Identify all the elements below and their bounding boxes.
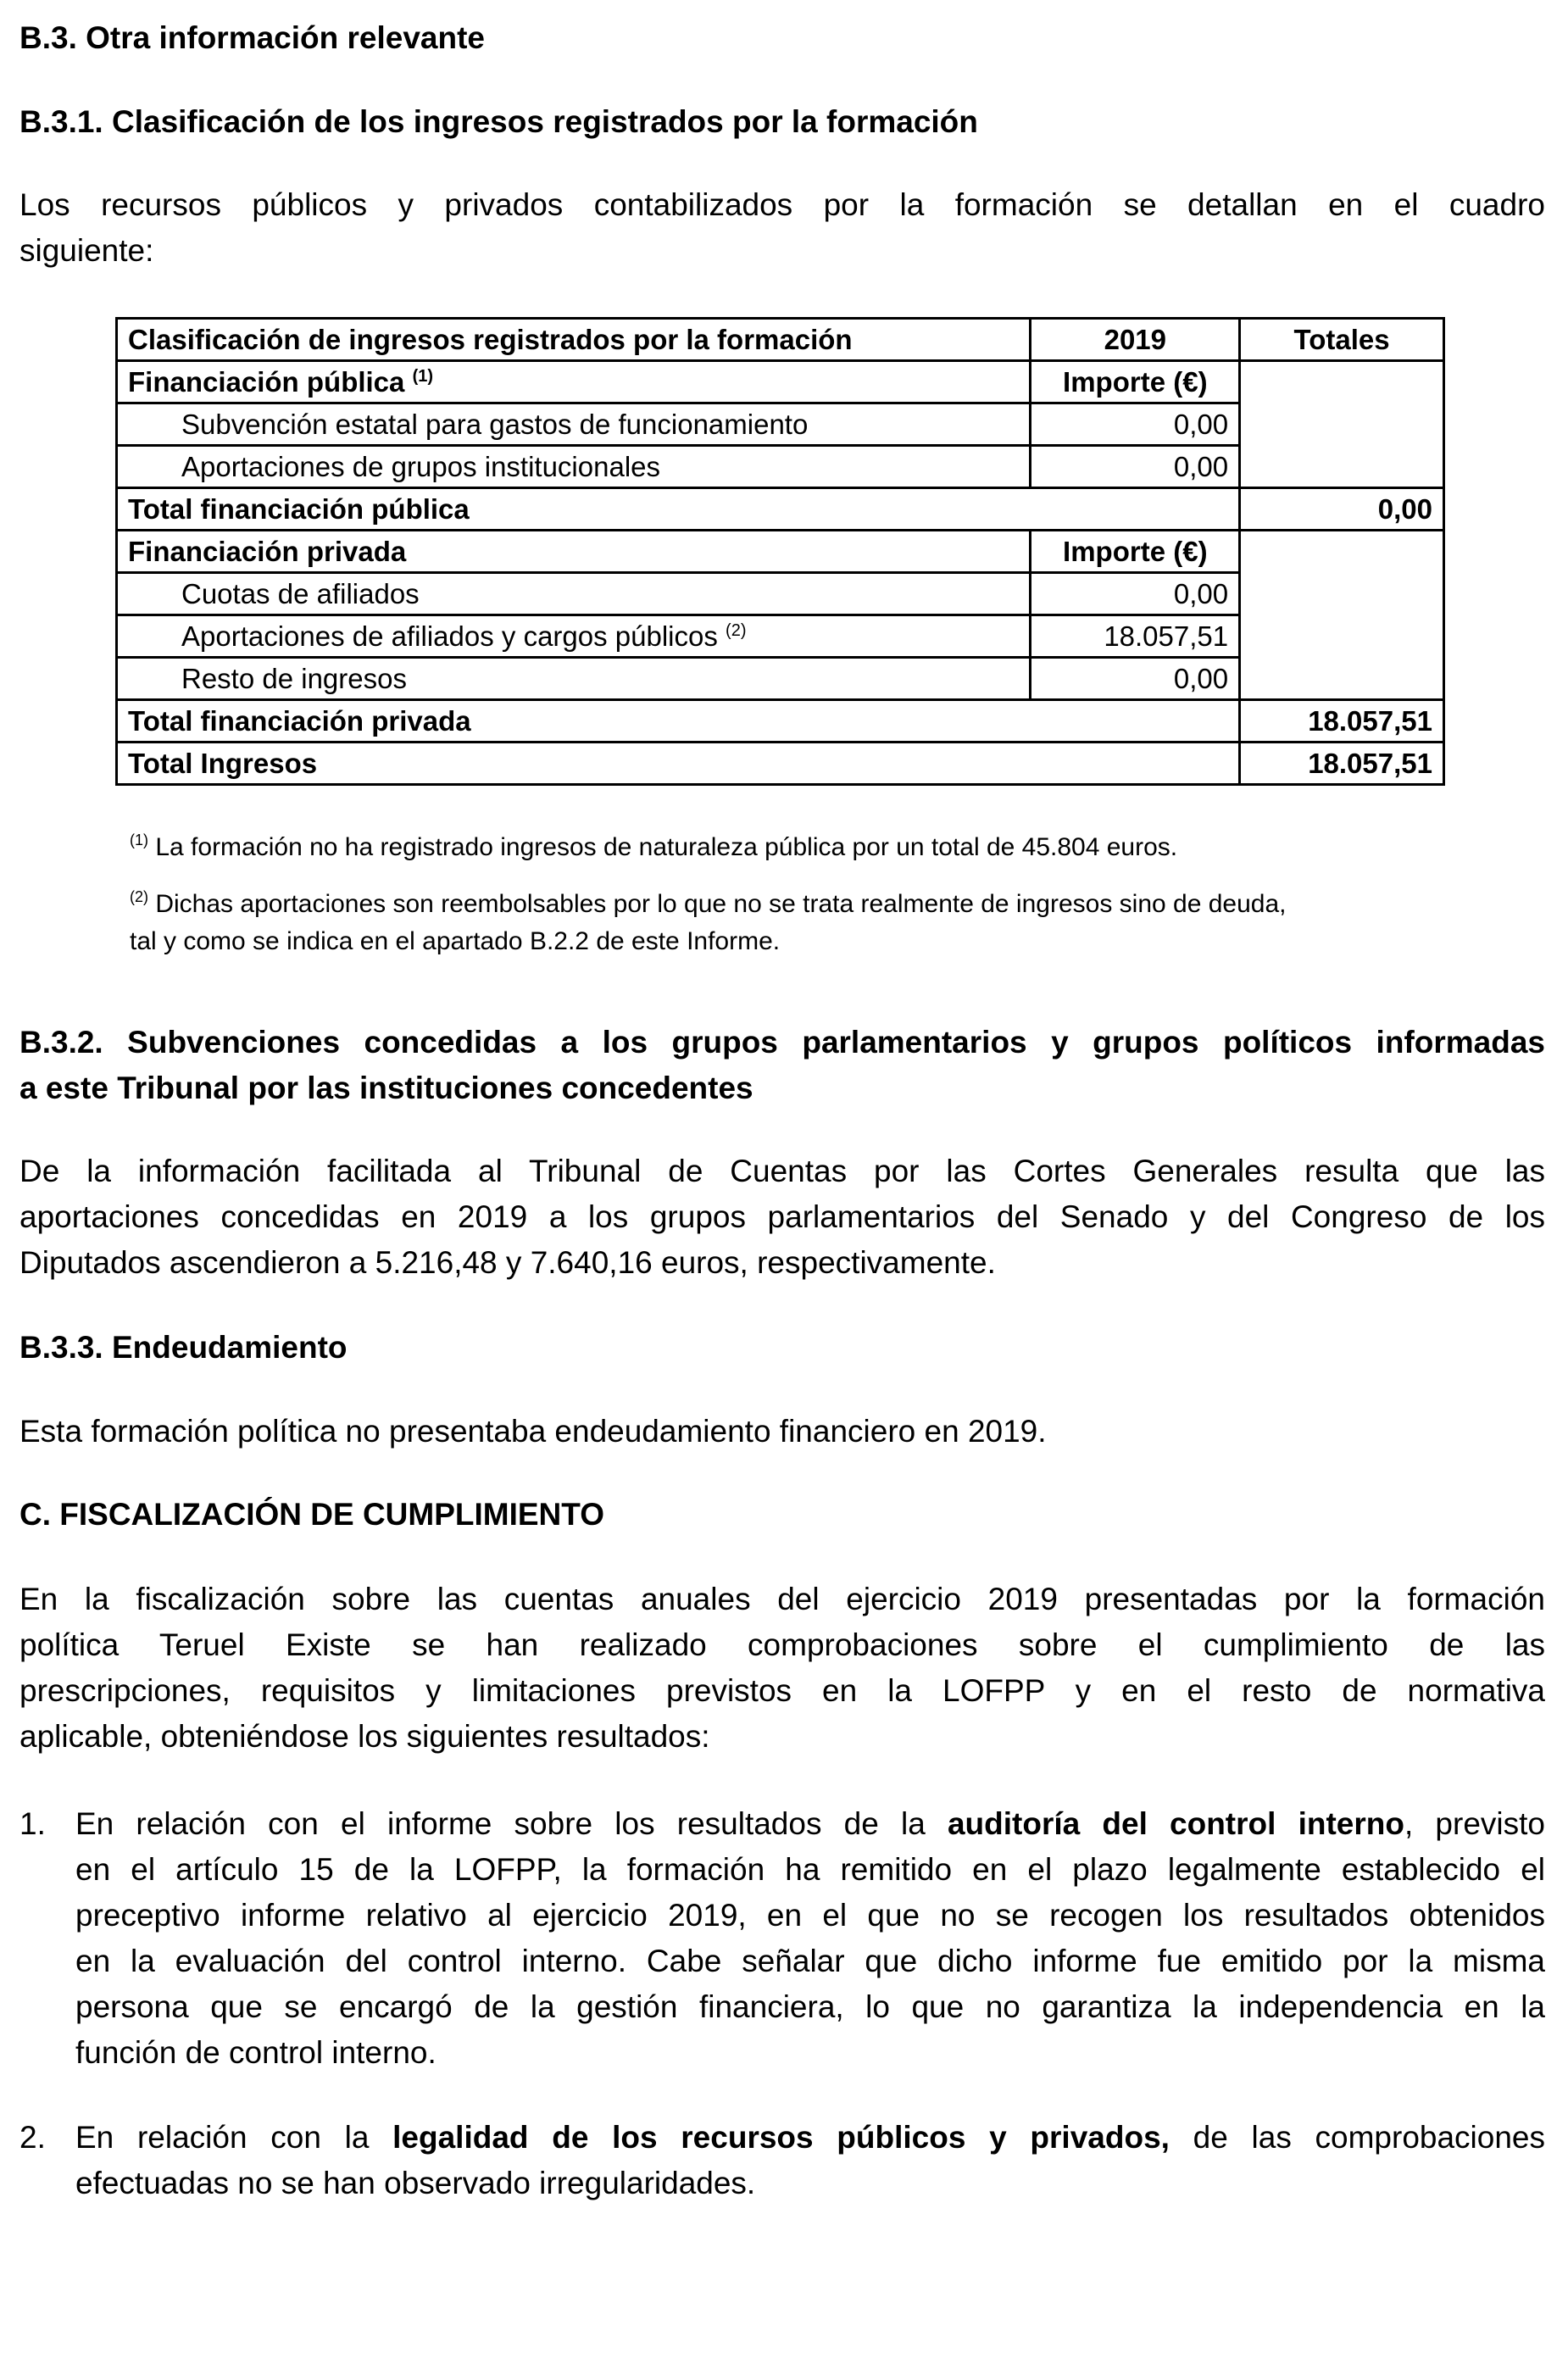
empty-cell xyxy=(1240,531,1444,700)
total-value: 18.057,51 xyxy=(1240,700,1444,743)
total-row xyxy=(117,700,1444,743)
total-value: 0,00 xyxy=(1240,488,1444,531)
header-cell: Clasificación de ingresos registrados por la formación xyxy=(117,319,1031,361)
table-row xyxy=(117,531,1444,573)
footnote-text: La formación no ha registrado ingresos de naturaleza pública por un total de 45.804 euros. xyxy=(155,833,1178,861)
text-line: siguiente: xyxy=(19,233,154,268)
row-value: 0,00 xyxy=(1031,446,1240,488)
text-line xyxy=(75,1801,1545,1847)
row-label: Resto de ingresos xyxy=(117,658,1031,700)
heading-b33: B.3.3. Endeudamiento xyxy=(19,1330,348,1365)
total-value: 18.057,51 xyxy=(1240,743,1444,785)
row-label-text: Aportaciones de afiliados y cargos públicos xyxy=(181,620,718,652)
table-row xyxy=(117,361,1444,403)
text-line: De la información facilitada al Tribunal de Cuentas por las Cortes Generales resulta que las xyxy=(19,1154,1545,1188)
text-line: efectuadas no se han observado irregularidades. xyxy=(75,2166,756,2200)
total-label: Total Ingresos xyxy=(117,743,1240,785)
text-line: persona que se encargó de la gestión financiera, lo que no garantiza la independencia en la xyxy=(75,1989,1545,2024)
text-line: aplicable, obteniéndose los siguientes resultados: xyxy=(19,1719,710,1754)
b33-paragraph xyxy=(19,1409,1545,1455)
text-line: Diputados ascendieron a 5.216,48 y 7.640,16 euros, respectivamente. xyxy=(19,1245,996,1280)
row-value: 18.057,51 xyxy=(1031,615,1240,658)
section-label: Financiación privada xyxy=(117,531,1031,573)
heading-b32-line2: a este Tribunal por las instituciones concedentes xyxy=(19,1071,753,1105)
row-label: Subvención estatal para gastos de funcionamiento xyxy=(117,403,1031,446)
list-number: 2. xyxy=(19,2120,46,2155)
footnote-text: tal y como se indica en el apartado B.2.2 de este Informe. xyxy=(130,927,781,955)
c-paragraph xyxy=(19,1577,1545,1760)
footnote-ref: (2) xyxy=(726,621,747,640)
table-header-row xyxy=(117,319,1444,361)
header-cell: 2019 xyxy=(1031,319,1240,361)
total-label: Total financiación privada xyxy=(117,700,1240,743)
footnote-mark: (1) xyxy=(130,832,148,848)
row-value: 0,00 xyxy=(1031,573,1240,615)
total-row xyxy=(117,488,1444,531)
row-value: 0,00 xyxy=(1031,403,1240,446)
footnote-text: Dichas aportaciones son reembolsables por lo que no se trata realmente de ingresos sino de deuda, xyxy=(155,890,1287,918)
b32-paragraph xyxy=(19,1149,1545,1286)
row-label: Aportaciones de grupos institucionales xyxy=(117,446,1031,488)
total-label: Total financiación pública xyxy=(117,488,1240,531)
text-run: En relación con la xyxy=(75,2120,393,2155)
footnote-mark: (2) xyxy=(130,888,148,905)
text-line: Esta formación política no presentaba endeudamiento financiero en 2019. xyxy=(19,1414,1047,1449)
text-line: En la fiscalización sobre las cuentas anuales del ejercicio 2019 presentadas por la formación xyxy=(19,1582,1545,1616)
bold-text-run: auditoría del control interno xyxy=(947,1806,1404,1841)
text-line: prescripciones, requisitos y limitaciones previstos en la LOFPP y en el resto de normativa xyxy=(19,1673,1545,1708)
text-line xyxy=(75,2115,1545,2161)
text-run: de las comprobaciones xyxy=(1169,2120,1546,2155)
text-line: en la evaluación del control interno. Cabe señalar que dicho informe fue emitido por la misma xyxy=(75,1944,1545,1978)
heading-b32-line1: B.3.2. Subvenciones concedidas a los grupos parlamentarios y grupos políticos informadas xyxy=(19,1025,1545,1060)
empty-cell xyxy=(1240,361,1444,488)
section-label-text: Financiación pública xyxy=(128,366,405,398)
row-label: Cuotas de afiliados xyxy=(117,573,1031,615)
row-label xyxy=(117,615,1031,658)
text-line: función de control interno. xyxy=(75,2035,436,2070)
amount-header: Importe (€) xyxy=(1031,361,1240,403)
intro-paragraph xyxy=(19,182,1545,274)
grand-total-row xyxy=(117,743,1444,785)
text-run: , previsto xyxy=(1404,1806,1545,1841)
footnote-2 xyxy=(130,886,1452,960)
header-cell: Totales xyxy=(1240,319,1444,361)
text-line: Los recursos públicos y privados contabilizados por la formación se detallan en el cuadro xyxy=(19,187,1545,222)
amount-header: Importe (€) xyxy=(1031,531,1240,573)
text-line: política Teruel Existe se han realizado comprobaciones sobre el cumplimiento de las xyxy=(19,1627,1545,1662)
text-line: aportaciones concedidas en 2019 a los grupos parlamentarios del Senado y del Congreso de los xyxy=(19,1199,1545,1234)
row-value: 0,00 xyxy=(1031,658,1240,700)
section-label xyxy=(117,361,1031,403)
income-classification-table xyxy=(115,317,1445,786)
list-number: 1. xyxy=(19,1806,46,1841)
heading-b31: B.3.1. Clasificación de los ingresos registrados por la formación xyxy=(19,104,978,139)
bold-text-run: legalidad de los recursos públicos y privados, xyxy=(392,2120,1170,2155)
heading-c: C. FISCALIZACIÓN DE CUMPLIMIENTO xyxy=(19,1497,604,1532)
footnote-ref: (1) xyxy=(412,367,434,386)
text-line: preceptivo informe relativo al ejercicio 2019, en el que no se recogen los resultados obtenidos xyxy=(75,1898,1545,1933)
text-line: en el artículo 15 de la LOFPP, la formación ha remitido en el plazo legalmente establecido el xyxy=(75,1852,1545,1887)
footnote-1 xyxy=(130,829,1452,866)
heading-b3: B.3. Otra información relevante xyxy=(19,20,486,55)
text-run: En relación con el informe sobre los resultados de la xyxy=(75,1806,948,1841)
